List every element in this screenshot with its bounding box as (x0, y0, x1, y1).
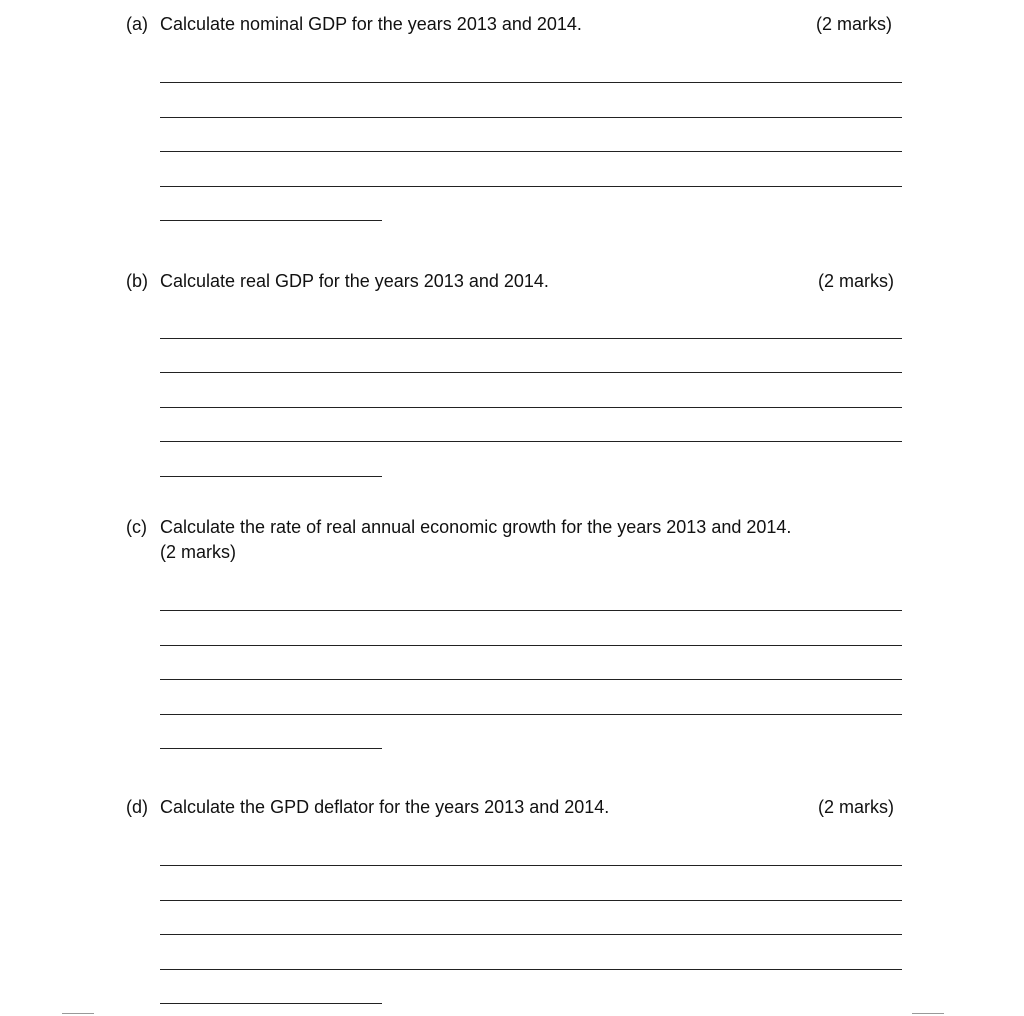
answer-line[interactable] (160, 679, 902, 680)
answer-line-short[interactable] (160, 476, 382, 477)
question-c-text: Calculate the rate of real annual economic growth for the years 2013 and 2014. (160, 517, 792, 537)
answer-line[interactable] (160, 645, 902, 646)
answer-line[interactable] (160, 969, 902, 970)
answer-line[interactable] (160, 82, 902, 83)
answer-line[interactable] (160, 186, 902, 187)
answer-line[interactable] (160, 610, 902, 611)
answer-line[interactable] (160, 714, 902, 715)
question-b-letter: (b) (126, 271, 148, 291)
question-c-letter: (c) (126, 517, 147, 537)
answer-line-short[interactable] (160, 748, 382, 749)
question-a-text: Calculate nominal GDP for the years 2013 and 2014. (160, 14, 582, 34)
question-b-marks: (2 marks) (818, 271, 894, 291)
answer-line[interactable] (160, 441, 902, 442)
question-c-heading (126, 516, 791, 538)
answer-line[interactable] (160, 934, 902, 935)
question-a-marks: (2 marks) (816, 14, 892, 34)
answer-line[interactable] (160, 865, 902, 866)
question-b-text: Calculate real GDP for the years 2013 and 2014. (160, 271, 549, 291)
answer-line-short[interactable] (160, 1003, 382, 1004)
answer-line[interactable] (160, 338, 902, 339)
answer-line[interactable] (160, 372, 902, 373)
question-d-marks: (2 marks) (818, 797, 894, 817)
answer-line[interactable] (160, 900, 902, 901)
answer-line[interactable] (160, 151, 902, 152)
page-corner-mark (62, 1013, 94, 1014)
question-b-heading (126, 270, 549, 292)
question-d-text: Calculate the GPD deflator for the years 2013 and 2014. (160, 797, 610, 817)
question-c-marks: (2 marks) (160, 542, 236, 562)
question-d-heading (126, 796, 609, 818)
page-corner-mark (912, 1013, 944, 1014)
answer-line[interactable] (160, 407, 902, 408)
question-a-letter: (a) (126, 14, 148, 34)
answer-line[interactable] (160, 117, 902, 118)
question-d-letter: (d) (126, 797, 148, 817)
answer-line-short[interactable] (160, 220, 382, 221)
question-a-heading (126, 13, 582, 35)
